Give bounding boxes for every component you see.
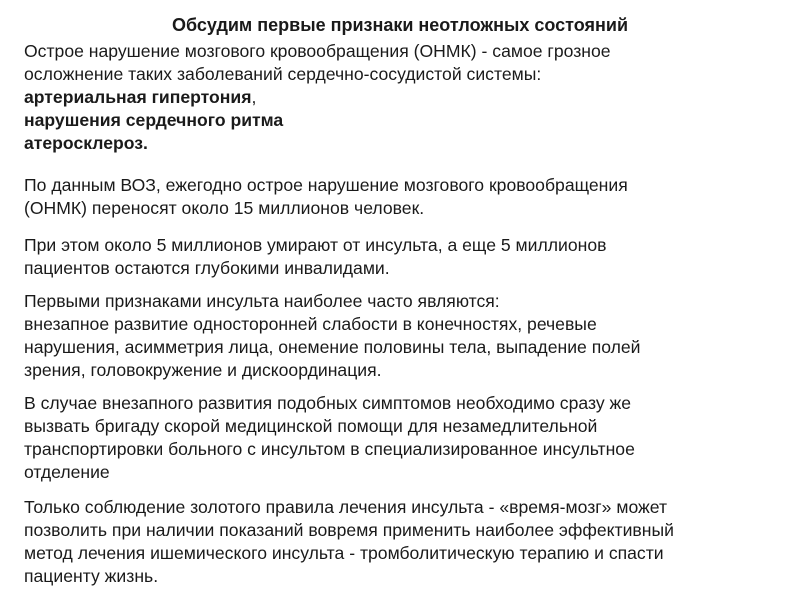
paragraph-line: По данным ВОЗ, ежегодно острое нарушение мозгового кровообращения	[24, 175, 628, 195]
paragraph-line: позволить при наличии показаний вовремя применить наиболее эффективный	[24, 520, 674, 540]
paragraph-line: транспортировки больного с инсультом в специализированное инсультное	[24, 439, 635, 459]
paragraph-line: В случае внезапного развития подобных симптомов необходимо сразу же	[24, 393, 632, 413]
paragraph-golden-rule	[24, 496, 784, 588]
paragraph-line: метод лечения ишемического инсульта - тромболитическую терапию и спасти	[24, 543, 664, 563]
paragraph-who-statistics	[24, 174, 784, 220]
intro-line: Острое нарушение мозгового кровообращения (ОНМК) - самое грозное	[24, 41, 611, 61]
paragraph-line: пациентов остаются глубокими инвалидами.	[24, 258, 390, 278]
disease-item	[24, 86, 784, 109]
paragraph-line: внезапное развитие односторонней слабости в конечностях, речевые	[24, 314, 597, 334]
paragraph-line: Только соблюдение золотого правила лечения инсульта - «время-мозг» может	[24, 497, 668, 517]
paragraph-line: нарушения, асимметрия лица, онемение половины тела, выпадение полей	[24, 337, 641, 357]
paragraph-line: пациенту жизнь.	[24, 566, 159, 586]
intro-line: осложнение таких заболеваний сердечно-сосудистой системы:	[24, 64, 542, 84]
paragraph-emergency-call	[24, 392, 784, 484]
paragraph-first-signs	[24, 290, 784, 382]
disease-item: нарушения сердечного ритма	[24, 110, 284, 130]
paragraph-line: отделение	[24, 462, 110, 482]
paragraph-line: зрения, головокружение и дискоординация.	[24, 360, 382, 380]
disease-item-label: артериальная гипертония	[24, 87, 252, 107]
paragraph-mortality	[24, 234, 784, 280]
paragraph-line: Первыми признаками инсульта наиболее часто являются:	[24, 291, 500, 311]
paragraph-line: вызвать бригаду скорой медицинской помощи для незамедлительной	[24, 416, 598, 436]
slide-title: Обсудим первые признаки неотложных состояний	[171, 15, 629, 35]
disease-item-suffix: ,	[251, 87, 257, 107]
intro-paragraph	[24, 40, 784, 155]
disease-item: атеросклероз.	[24, 133, 148, 153]
paragraph-line: При этом около 5 миллионов умирают от инсульта, а еще 5 миллионов	[24, 235, 607, 255]
paragraph-line: (ОНМК) переносят около 15 миллионов человек.	[24, 198, 425, 218]
